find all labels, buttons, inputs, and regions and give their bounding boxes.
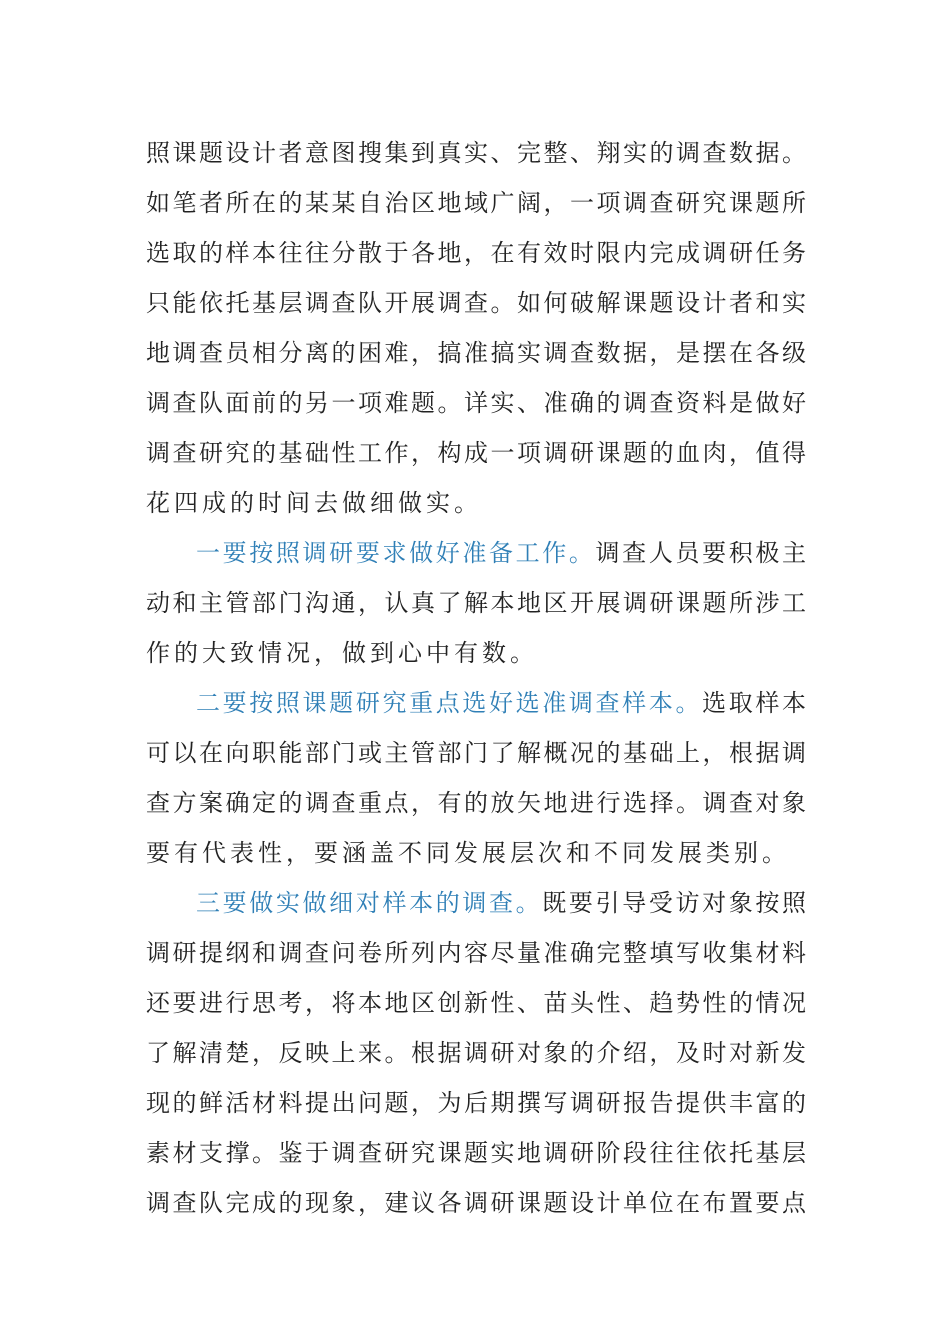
section-heading: 二要按照课题研究重点选好选准调查样本。 — [196, 689, 703, 717]
text-line: 调查队完成的现象，建议各调研课题设计单位在布置要点 — [146, 1189, 806, 1217]
paragraph-4 — [146, 878, 806, 1228]
text-line: 调查队面前的另一项难题。详实、准确的调查资料是做好 — [146, 389, 806, 417]
text-line: 作的大致情况，做到心中有数。 — [146, 639, 538, 667]
paragraph-first-line — [146, 678, 806, 728]
text-run: 选取样本 — [702, 689, 807, 717]
text-line: 选取的样本往往分散于各地，在有效时限内完成调研任务 — [146, 239, 806, 267]
text-line: 了解清楚，反映上来。根据调研对象的介绍，及时对新发 — [146, 1039, 806, 1067]
text-line: 如笔者所在的某某自治区地域广阔，一项调查研究课题所 — [146, 189, 806, 217]
text-line: 素材支撑。鉴于调查研究课题实地调研阶段往往依托基层 — [146, 1139, 806, 1167]
text-line: 调查研究的基础性工作，构成一项调研课题的血肉，值得 — [146, 439, 806, 467]
text-run: 调查人员要积极主 — [595, 539, 807, 567]
paragraph-3 — [146, 678, 806, 878]
section-heading: 一要按照调研要求做好准备工作。 — [196, 539, 596, 567]
document-page — [146, 128, 806, 1228]
text-line: 地调查员相分离的困难，搞准搞实调查数据，是摆在各级 — [146, 339, 806, 367]
paragraph-first-line — [146, 878, 806, 928]
text-line: 要有代表性，要涵盖不同发展层次和不同发展类别。 — [146, 839, 790, 867]
paragraph-2 — [146, 528, 806, 678]
section-heading: 三要做实做细对样本的调查。 — [196, 889, 543, 917]
text-run: 既要引导受访对象按照 — [542, 889, 807, 917]
text-line: 还要进行思考，将本地区创新性、苗头性、趋势性的情况 — [146, 989, 806, 1017]
text-line: 现的鲜活材料提出问题，为后期撰写调研报告提供丰富的 — [146, 1089, 806, 1117]
text-line: 查方案确定的调查重点，有的放矢地进行选择。调查对象 — [146, 789, 806, 817]
paragraph-first-line — [146, 528, 806, 578]
text-line: 动和主管部门沟通，认真了解本地区开展调研课题所涉工 — [146, 589, 806, 617]
paragraph-1 — [146, 128, 806, 528]
text-line: 调研提纲和调查问卷所列内容尽量准确完整填写收集材料 — [146, 939, 806, 967]
text-line: 可以在向职能部门或主管部门了解概况的基础上，根据调 — [146, 739, 806, 767]
text-line: 花四成的时间去做细做实。 — [146, 489, 482, 517]
text-line: 只能依托基层调查队开展调查。如何破解课题设计者和实 — [146, 289, 806, 317]
text-line: 照课题设计者意图搜集到真实、完整、翔实的调查数据。 — [146, 139, 806, 167]
